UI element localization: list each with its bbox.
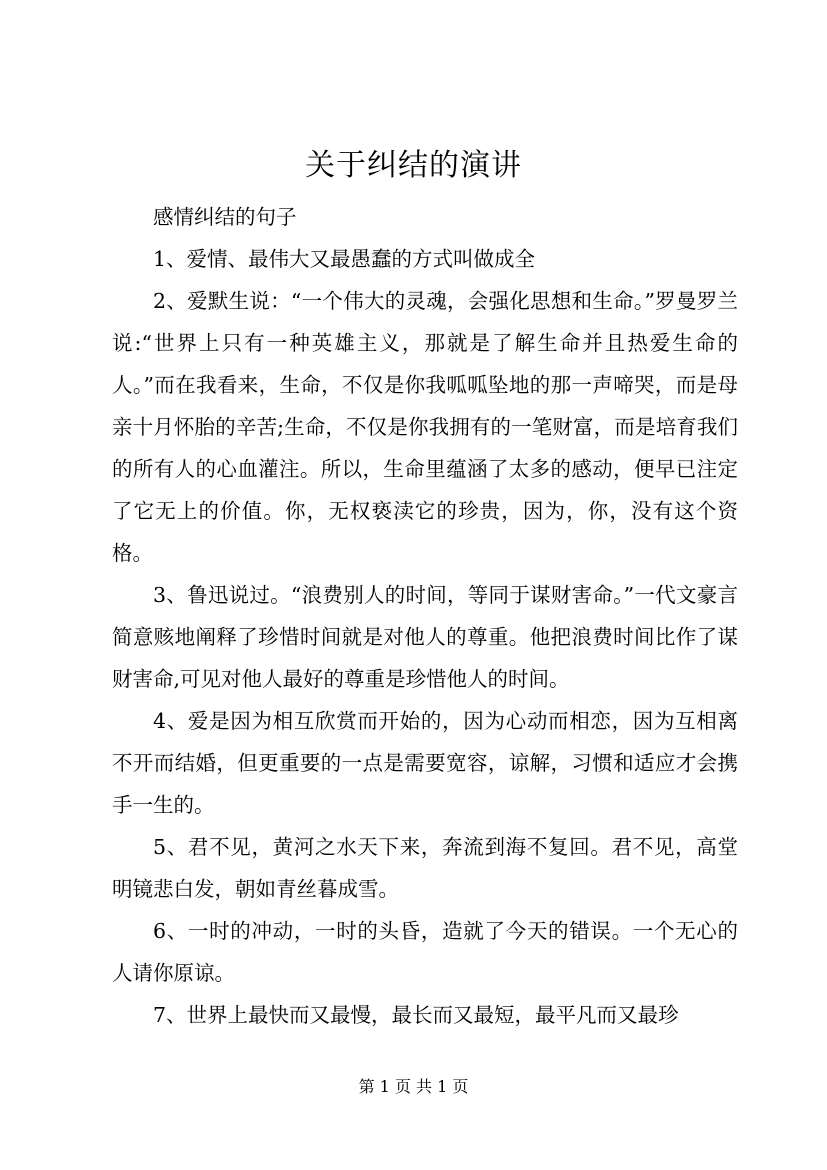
paragraph-2: 2、爱默生说：“一个伟大的灵魂，会强化思想和生命。”罗曼罗兰说:“世界上只有一种英雄主义，那就是了解生命并且热爱生命的人。”而在我看来，生命，不仅是你我呱呱坠地的那一声啼哭，而是母亲十月怀胎的辛苦;生命，不仅是你我拥有的一笔财富，而是培育我们的所有人的心血灌注。所以，生命里蕴涵了太多的感动，便早已注定了它无上的价值。你，无权亵渎它的珍贵，因为，你，没有这个资格。 [112, 289, 738, 565]
paragraph-7: 7、世界上最快而又最慢，最长而又最短，最平凡而又最珍 [153, 1003, 679, 1027]
paragraph-4: 4、爱是因为相互欣赏而开始的，因为心动而相恋，因为互相离不开而结婚，但更重要的一点是需要宽容，谅解，习惯和适应才会携手一生的。 [112, 709, 738, 817]
paragraph-1: 1、爱情、最伟大又最愚蠢的方式叫做成全 [153, 247, 536, 271]
document-body [112, 196, 738, 1036]
document-title: 关于纠结的演讲 [305, 148, 522, 183]
paragraph-3: 3、鲁迅说过。“浪费别人的时间，等同于谋财害命。”一代文豪言简意赅地阐释了珍惜时间就是对他人的尊重。他把浪费时间比作了谋财害命,可见对他人最好的尊重是珍惜他人的时间。 [112, 583, 738, 691]
paragraph-5: 5、君不见，黄河之水天下来，奔流到海不复回。君不见，高堂明镜悲白发，朝如青丝暮成雪。 [112, 835, 738, 901]
page-number-footer: 第 1 页 共 1 页 [358, 1077, 469, 1096]
paragraph-6: 6、一时的冲动，一时的头昏，造就了今天的错误。一个无心的人请你原谅。 [112, 919, 738, 985]
paragraph-heading: 感情纠结的句子 [153, 205, 297, 229]
